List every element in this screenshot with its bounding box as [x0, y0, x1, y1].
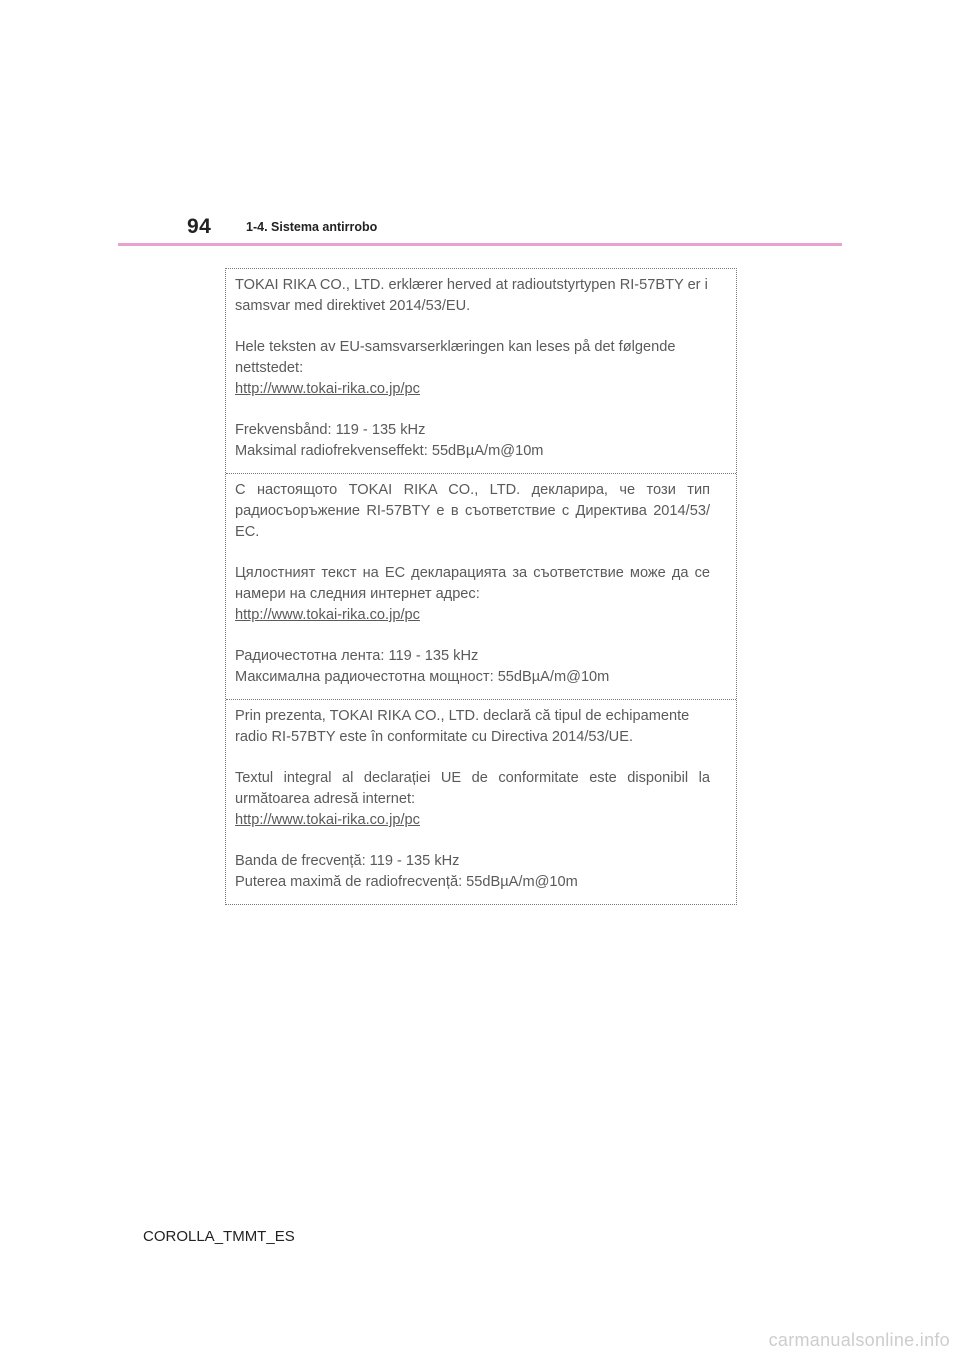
conformity-statement: Prin prezenta, TOKAI RIKA CO., LTD. declară că tipul de echipamente radio RI-57BTY este în conformitate cu Directiva 2014/53/UE. [235, 708, 690, 745]
declaration-block-norwegian [226, 269, 736, 473]
header-rule [118, 243, 842, 246]
conformity-statement: TOKAI RIKA CO., LTD. erklærer herved at radioutstyrtypen RI-57BTY er i samsvar med direktivet 2014/53/EU. [235, 277, 708, 314]
declaration-link[interactable]: http://www.tokai-rika.co.jp/pc [235, 381, 420, 397]
declaration-link[interactable]: http://www.tokai-rika.co.jp/pc [235, 812, 420, 828]
frequency-band: Banda de frecvență: 119 - 135 kHz [235, 853, 460, 869]
max-power: Puterea maximă de radiofrecvență: 55dBµA/m@10m [235, 874, 578, 890]
full-text-notice: Цялостният текст на ЕС декларацията за съответствие може да се намери на следния интернет адрес: [235, 565, 710, 602]
watermark: carmanualsonline.info [768, 1330, 950, 1350]
declaration-box [225, 268, 737, 905]
frequency-band: Радиочестотна лента: 119 - 135 kHz [235, 648, 479, 664]
declaration-block-romanian [226, 699, 736, 904]
max-power: Максимална радиочестотна мощност: 55dBµA/m@10m [235, 669, 610, 685]
max-power: Maksimal radiofrekvenseffekt: 55dBµA/m@10m [235, 443, 544, 459]
section-title: 1-4. Sistema antirrobo [246, 220, 378, 234]
full-text-notice: Textul integral al declarației UE de conformitate este disponibil la următoarea adresă internet: [235, 770, 710, 807]
frequency-band: Frekvensbånd: 119 - 135 kHz [235, 422, 426, 438]
document-code: COROLLA_TMMT_ES [143, 1228, 295, 1245]
page-number: 94 [187, 215, 212, 238]
declaration-link[interactable]: http://www.tokai-rika.co.jp/pc [235, 607, 420, 623]
full-text-notice: Hele teksten av EU-samsvarserklæringen kan leses på det følgende nettstedet: [235, 339, 676, 376]
conformity-statement: С настоящото TOKAI RIKA CO., LTD. декларира, че този тип радиосъоръжение RI-57BTY е в съответствие с Директива 2014/53/ЕС. [235, 482, 710, 540]
declaration-block-bulgarian [226, 473, 736, 699]
